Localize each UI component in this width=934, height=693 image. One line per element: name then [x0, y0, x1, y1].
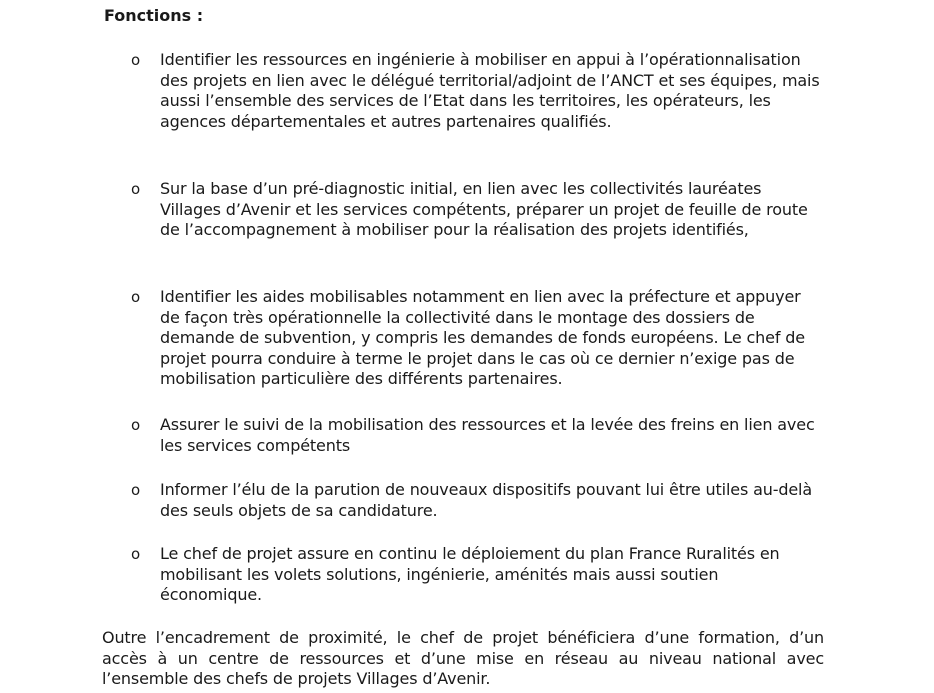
list-item-text: Identifier les aides mobilisables notamment en lien avec la préfecture et appuyer de façon très opérationnelle la collectivité dans le montage des dossiers de demande de subvention, y compris les demandes de fonds européens. Le chef de projet pourra conduire à terme le projet dans le cas où ce dernier n’exige pas de mobilisation particulière des différents partenaires. — [160, 287, 805, 388]
list-item — [131, 50, 823, 132]
list-item — [131, 179, 823, 241]
closing-paragraph: Outre l’encadrement de proximité, le chef de projet bénéficiera d’une formation, d’un accès à un centre de ressources et d’une mise en réseau au niveau national avec l’ensemble des chefs de projets Villages d’Avenir. — [102, 628, 824, 688]
list-item-text: Le chef de projet assure en continu le déploiement du plan France Ruralités en mobilisant les volets solutions, ingénierie, aménités mais aussi soutien économique. — [160, 544, 780, 604]
list-item — [131, 480, 823, 521]
bullet-circle-icon: o — [131, 545, 141, 563]
bullet-circle-icon: o — [131, 180, 141, 198]
bullet-circle-icon: o — [131, 481, 141, 499]
list-item-text: Assurer le suivi de la mobilisation des ressources et la levée des freins en lien avec les services compétents — [160, 415, 815, 455]
list-item — [131, 287, 823, 390]
bullet-circle-icon: o — [131, 288, 141, 306]
bullet-circle-icon: o — [131, 416, 141, 434]
list-item-text: Sur la base d’un pré-diagnostic initial, en lien avec les collectivités lauréates Villages d’Avenir et les services compétents, préparer un projet de feuille de route de l’accompagnement à mobiliser pour la réalisation des projets identifiés, — [160, 179, 808, 239]
bullet-circle-icon: o — [131, 51, 141, 69]
list-item-text: Identifier les ressources en ingénierie à mobiliser en appui à l’opérationnalisation des projets en lien avec le délégué territorial/adjoint de l’ANCT et ses équipes, mais aussi l’ensemble des services de l’Etat dans les territoires, les opérateurs, les agences départementales et autres partenaires qualifiés. — [160, 50, 820, 131]
list-item — [131, 544, 823, 606]
list-item-text: Informer l’élu de la parution de nouveaux dispositifs pouvant lui être utiles au-delà des seuls objets de sa candidature. — [160, 480, 813, 520]
section-heading: Fonctions : — [104, 6, 204, 25]
list-item — [131, 415, 823, 456]
